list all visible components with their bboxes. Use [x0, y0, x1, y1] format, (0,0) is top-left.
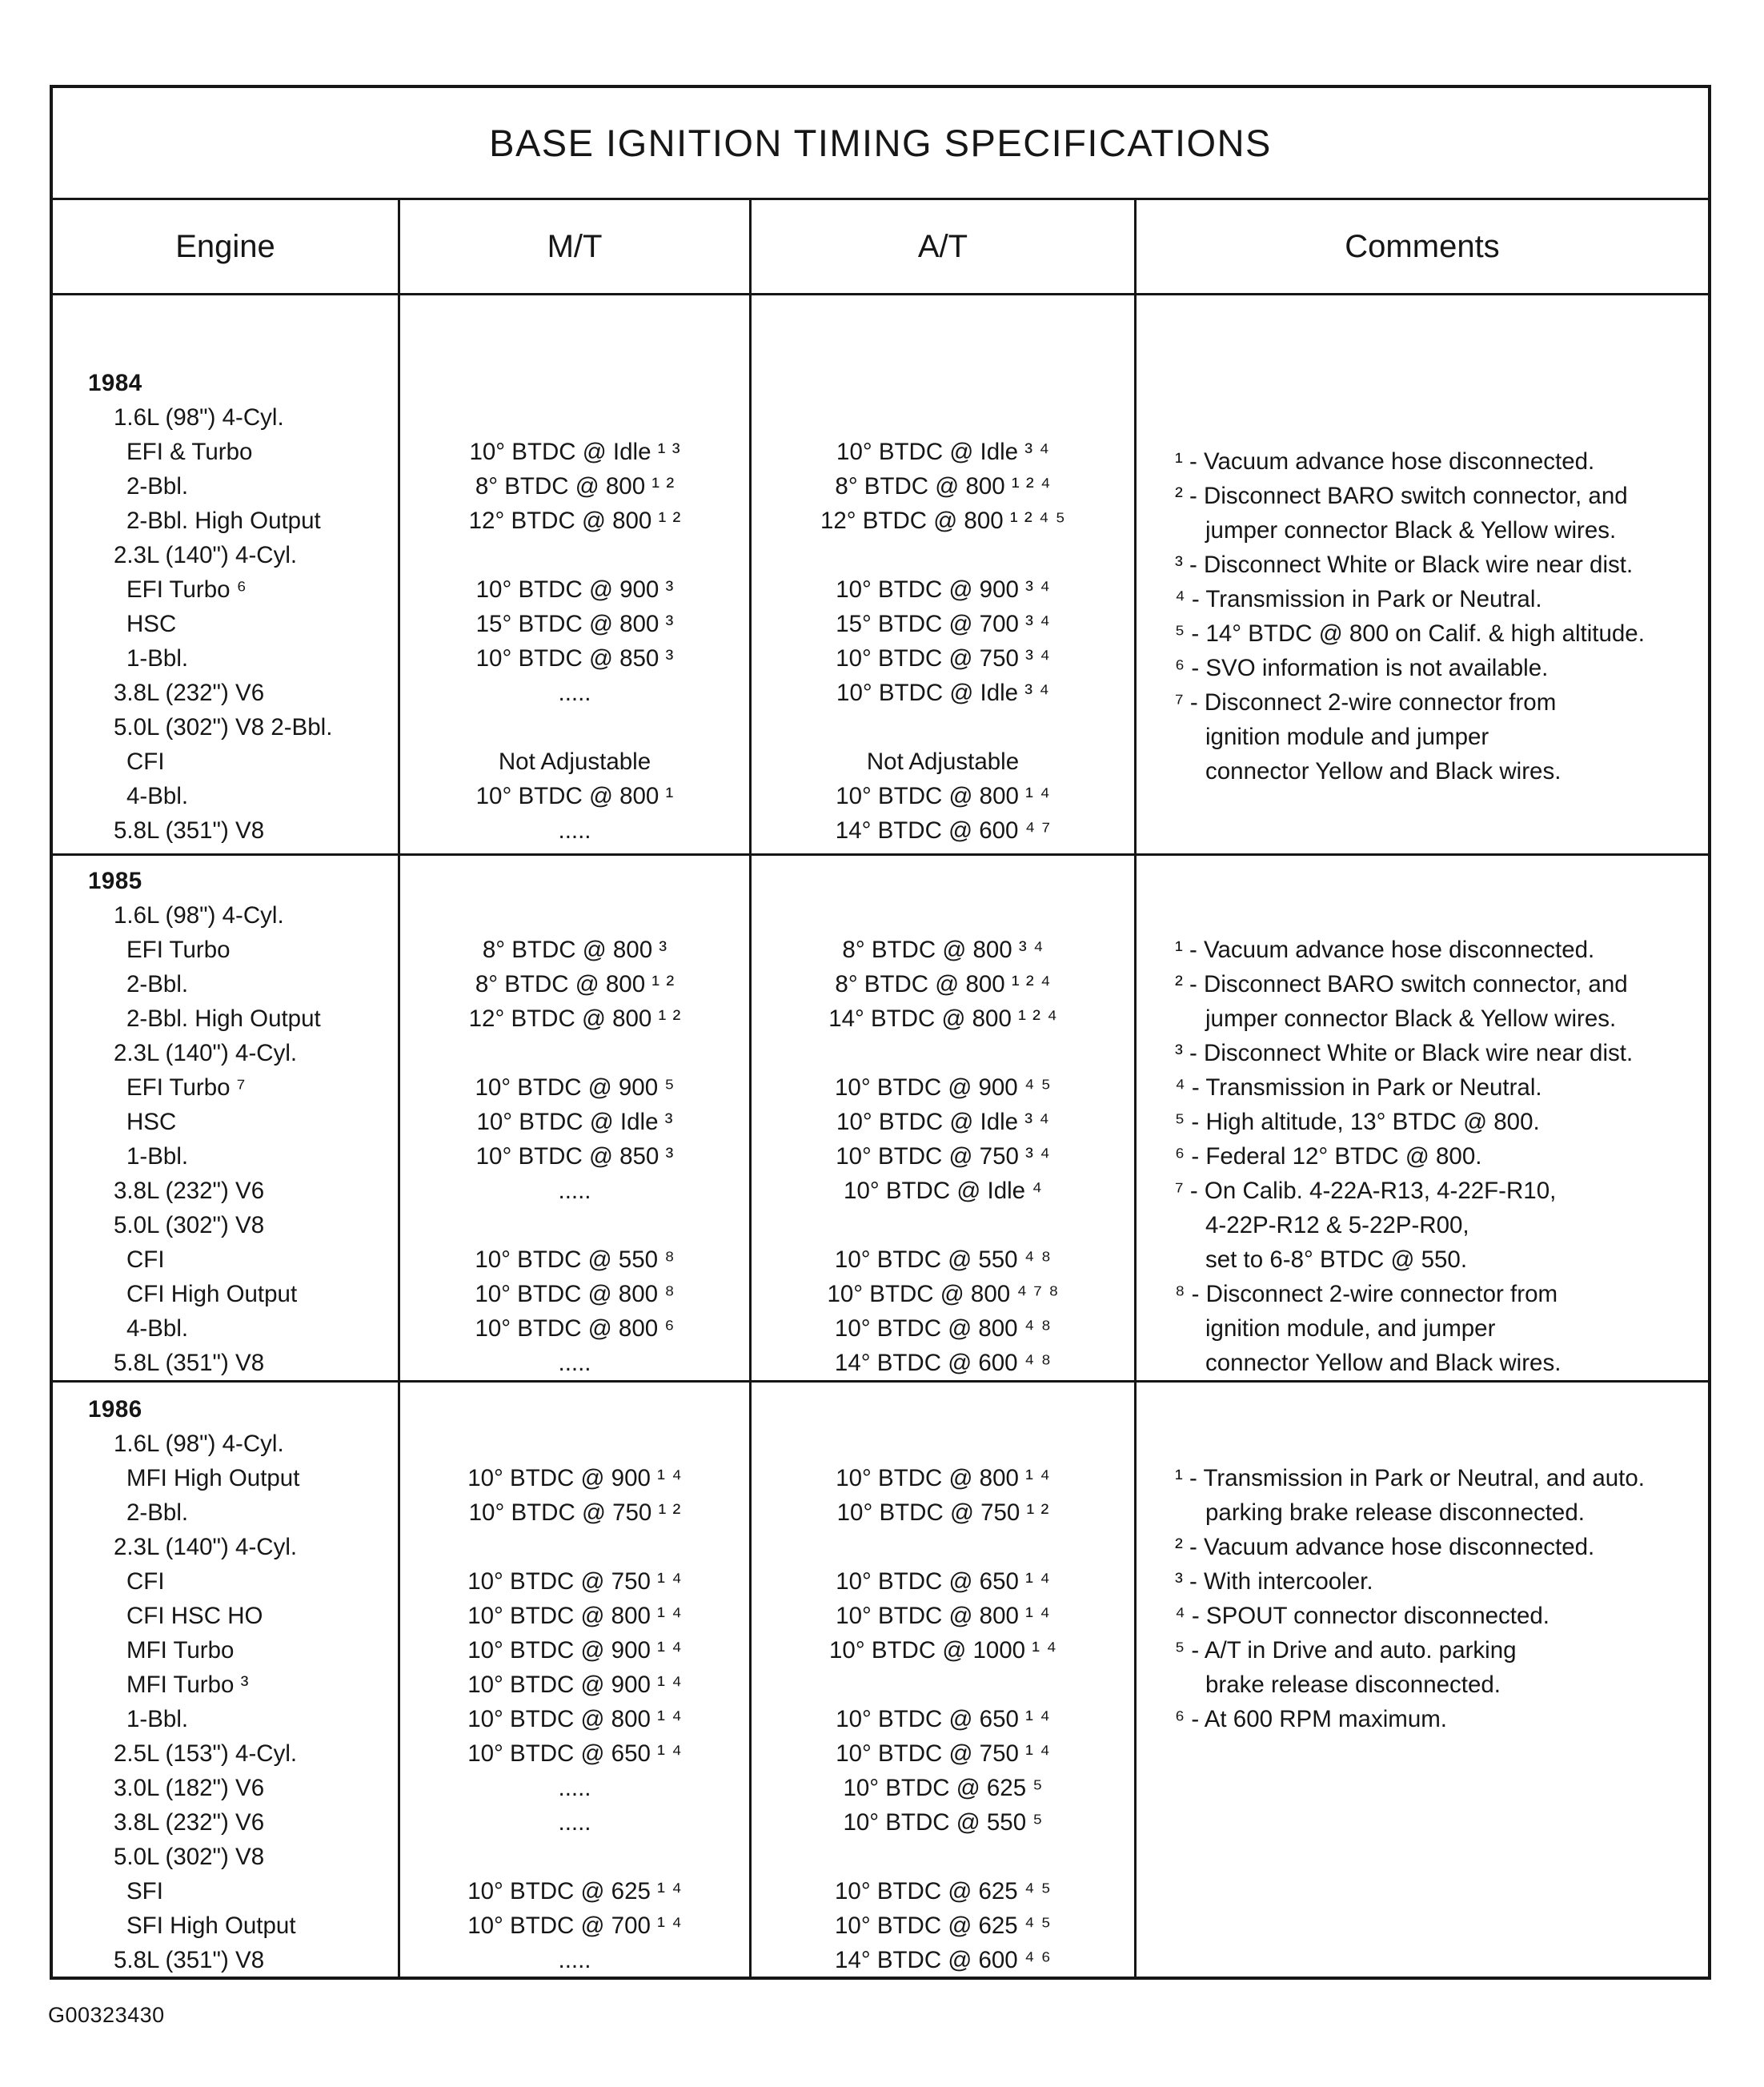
column-header-mt: M/T	[400, 200, 752, 293]
engine-cell: 2-Bbl. High Output	[126, 1005, 321, 1032]
engine-cell: 2.5L (153") 4-Cyl.	[114, 1740, 298, 1767]
at-cell: 10° BTDC @ Idle ⁴	[844, 1178, 1042, 1204]
at-column	[752, 856, 1137, 1380]
comment-line: ³ - Disconnect White or Black wire near dist.	[1175, 1040, 1634, 1066]
engine-cell: CFI	[126, 749, 165, 775]
mt-cell: 10° BTDC @ 550 ⁸	[475, 1246, 675, 1273]
mt-cell: 10° BTDC @ 800 ⁸	[475, 1281, 675, 1307]
at-cell	[752, 710, 1134, 744]
engine-cell: 3.8L (232") V6	[114, 1178, 265, 1204]
at-cell: 12° BTDC @ 800 ¹ ² ⁴ ⁵	[820, 508, 1065, 534]
mt-cell: 10° BTDC @ Idle ³	[476, 1109, 673, 1135]
mt-cell: .....	[558, 1775, 591, 1801]
engine-column	[53, 295, 400, 853]
engine-cell: SFI High Output	[126, 1912, 296, 1939]
at-cell: 10° BTDC @ Idle ³ ⁴	[836, 439, 1049, 465]
comment-line: connector Yellow and Black wires.	[1205, 1350, 1562, 1376]
mt-cell: .....	[558, 680, 591, 706]
at-cell	[752, 1668, 1134, 1702]
engine-cell: 2-Bbl.	[126, 473, 189, 500]
comment-line: ³ - With intercooler.	[1175, 1568, 1373, 1595]
year-label: 1986	[88, 1396, 142, 1423]
mt-cell: 12° BTDC @ 800 ¹ ²	[468, 1005, 681, 1032]
engine-cell: CFI	[126, 1246, 165, 1273]
section-1985	[53, 853, 1708, 1380]
at-cell	[752, 898, 1134, 933]
section-1986	[53, 1380, 1708, 1977]
comment-line: ¹ - Vacuum advance hose disconnected.	[1175, 448, 1595, 475]
mt-cell: 10° BTDC @ 850 ³	[475, 1143, 674, 1170]
comment-line: parking brake release disconnected.	[1205, 1499, 1585, 1526]
engine-cell: SFI	[126, 1878, 163, 1904]
at-cell: 10° BTDC @ 1000 ¹ ⁴	[829, 1637, 1056, 1664]
comment-line: ⁴ - SPOUT connector disconnected.	[1175, 1603, 1550, 1629]
at-cell: 14° BTDC @ 600 ⁴ ⁶	[835, 1947, 1051, 1973]
engine-cell: 1.6L (98") 4-Cyl.	[114, 404, 284, 431]
mt-cell	[400, 1840, 749, 1874]
at-cell	[752, 366, 1134, 400]
mt-cell: 10° BTDC @ 625 ¹ ⁴	[467, 1878, 682, 1904]
engine-cell: MFI Turbo ³	[126, 1672, 249, 1698]
mt-cell: 10° BTDC @ 800 ⁶	[475, 1315, 675, 1342]
engine-cell: 1.6L (98") 4-Cyl.	[114, 1431, 284, 1457]
at-cell	[752, 1036, 1134, 1070]
engine-cell: 2-Bbl. High Output	[126, 508, 321, 534]
at-cell: 10° BTDC @ 750 ¹ ²	[836, 1499, 1049, 1526]
mt-cell: 10° BTDC @ 850 ³	[475, 645, 674, 672]
engine-cell: CFI HSC HO	[126, 1603, 263, 1629]
at-cell: 14° BTDC @ 600 ⁴ ⁷	[835, 817, 1051, 844]
engine-cell: 4-Bbl.	[126, 783, 189, 809]
comment-line: ⁴ - Transmission in Park or Neutral.	[1175, 586, 1542, 612]
engine-cell: EFI Turbo	[126, 937, 231, 963]
comment-line: connector Yellow and Black wires.	[1205, 758, 1562, 785]
engine-cell: CFI High Output	[126, 1281, 298, 1307]
at-cell: 10° BTDC @ 800 ⁴ ⁸	[834, 1315, 1052, 1342]
engine-cell: 1-Bbl.	[126, 645, 189, 672]
comments-column	[1137, 295, 1708, 853]
mt-column	[400, 1383, 752, 1977]
at-cell: 8° BTDC @ 800 ¹ ² ⁴	[835, 473, 1051, 500]
engine-cell: 5.8L (351") V8	[114, 1350, 265, 1376]
comment-line: ² - Disconnect BARO switch connector, and	[1175, 483, 1628, 509]
engine-cell: 5.0L (302") V8	[114, 1844, 265, 1870]
mt-cell	[400, 1392, 749, 1427]
mt-cell: 10° BTDC @ 900 ⁵	[475, 1074, 675, 1101]
engine-cell: EFI & Turbo	[126, 439, 253, 465]
comment-line: jumper connector Black & Yellow wires.	[1205, 1005, 1617, 1032]
mt-cell: Not Adjustable	[498, 749, 651, 775]
engine-cell: HSC	[126, 611, 177, 637]
mt-cell: 10° BTDC @ Idle ¹ ³	[469, 439, 680, 465]
at-cell: 8° BTDC @ 800 ¹ ² ⁴	[835, 971, 1051, 997]
at-cell: 10° BTDC @ 625 ⁴ ⁵	[835, 1912, 1051, 1939]
mt-cell: .....	[558, 1178, 591, 1204]
mt-column	[400, 295, 752, 853]
comment-line: ignition module, and jumper	[1205, 1315, 1496, 1342]
at-column	[752, 1383, 1137, 1977]
engine-cell: 2.3L (140") 4-Cyl.	[114, 1534, 298, 1560]
mt-cell: 10° BTDC @ 900 ¹ ⁴	[467, 1465, 682, 1491]
at-cell: 14° BTDC @ 600 ⁴ ⁸	[834, 1350, 1052, 1376]
at-cell: 15° BTDC @ 700 ³ ⁴	[836, 611, 1050, 637]
mt-cell: .....	[558, 1350, 591, 1376]
mt-cell	[400, 1036, 749, 1070]
engine-cell: 2-Bbl.	[126, 1499, 189, 1526]
engine-cell: MFI Turbo	[126, 1637, 235, 1664]
comment-line: 4-22P-R12 & 5-22P-R00,	[1205, 1212, 1469, 1238]
mt-cell: 10° BTDC @ 750 ¹ ²	[468, 1499, 681, 1526]
comment-line: ⁵ - High altitude, 13° BTDC @ 800.	[1175, 1109, 1540, 1135]
comment-line: jumper connector Black & Yellow wires.	[1205, 517, 1617, 544]
mt-cell	[400, 400, 749, 435]
mt-cell	[400, 864, 749, 898]
at-column	[752, 295, 1137, 853]
comment-line: brake release disconnected.	[1205, 1672, 1501, 1698]
mt-cell	[400, 1427, 749, 1461]
engine-cell: 2-Bbl.	[126, 971, 189, 997]
engine-cell: EFI Turbo ⁶	[126, 576, 247, 603]
at-cell: 10° BTDC @ 650 ¹ ⁴	[836, 1706, 1050, 1732]
at-cell: 10° BTDC @ 800 ¹ ⁴	[836, 1465, 1050, 1491]
mt-cell	[400, 1530, 749, 1564]
engine-cell: 5.8L (351") V8	[114, 817, 265, 844]
engine-column	[53, 1383, 400, 1977]
at-cell	[752, 538, 1134, 572]
mt-cell: 10° BTDC @ 750 ¹ ⁴	[467, 1568, 682, 1595]
mt-cell: 12° BTDC @ 800 ¹ ²	[468, 508, 681, 534]
at-cell: 10° BTDC @ 800 ¹ ⁴	[836, 1603, 1050, 1629]
mt-cell	[400, 898, 749, 933]
at-cell	[752, 1530, 1134, 1564]
comments-column	[1137, 1383, 1708, 1977]
comment-line: ⁶ - SVO information is not available.	[1175, 655, 1549, 681]
mt-cell: 10° BTDC @ 900 ¹ ⁴	[467, 1672, 682, 1698]
at-cell	[752, 1840, 1134, 1874]
at-cell: 10° BTDC @ 625 ⁴ ⁵	[835, 1878, 1051, 1904]
mt-cell: 10° BTDC @ 800 ¹	[475, 783, 674, 809]
at-cell: 10° BTDC @ 800 ¹ ⁴	[836, 783, 1050, 809]
comment-line: ⁸ - Disconnect 2-wire connector from	[1175, 1281, 1558, 1307]
at-cell: 10° BTDC @ 625 ⁵	[843, 1775, 1043, 1801]
at-cell	[752, 1208, 1134, 1242]
mt-cell	[400, 1208, 749, 1242]
mt-column	[400, 856, 752, 1380]
comment-line: ¹ - Vacuum advance hose disconnected.	[1175, 937, 1595, 963]
mt-cell: 10° BTDC @ 900 ¹ ⁴	[467, 1637, 682, 1664]
at-cell: 10° BTDC @ 750 ³ ⁴	[836, 645, 1050, 672]
year-label: 1985	[88, 868, 142, 894]
mt-cell: 10° BTDC @ 800 ¹ ⁴	[467, 1706, 682, 1732]
comment-line: ⁶ - Federal 12° BTDC @ 800.	[1175, 1143, 1482, 1170]
engine-cell: 1-Bbl.	[126, 1143, 189, 1170]
engine-cell: 4-Bbl.	[126, 1315, 189, 1342]
at-cell: Not Adjustable	[866, 749, 1020, 775]
comment-line: ⁷ - Disconnect 2-wire connector from	[1175, 689, 1557, 716]
engine-cell: 5.0L (302") V8 2-Bbl.	[114, 714, 333, 740]
comment-line: ³ - Disconnect White or Black wire near dist.	[1175, 552, 1634, 578]
mt-cell: 10° BTDC @ 800 ¹ ⁴	[467, 1603, 682, 1629]
engine-cell: 5.0L (302") V8	[114, 1212, 265, 1238]
at-cell	[752, 864, 1134, 898]
mt-cell: 8° BTDC @ 800 ¹ ²	[475, 473, 675, 500]
mt-cell: 10° BTDC @ 900 ³	[475, 576, 674, 603]
mt-cell: 8° BTDC @ 800 ¹ ²	[475, 971, 675, 997]
mt-cell: 15° BTDC @ 800 ³	[475, 611, 674, 637]
mt-cell	[400, 538, 749, 572]
comment-line: ignition module and jumper	[1205, 724, 1489, 750]
engine-cell: 1-Bbl.	[126, 1706, 189, 1732]
at-cell: 10° BTDC @ 650 ¹ ⁴	[836, 1568, 1050, 1595]
at-cell: 10° BTDC @ Idle ³ ⁴	[836, 1109, 1049, 1135]
engine-cell: 1.6L (98") 4-Cyl.	[114, 902, 284, 929]
at-cell: 10° BTDC @ 900 ⁴ ⁵	[835, 1074, 1051, 1101]
engine-column	[53, 856, 400, 1380]
engine-cell: 5.8L (351") V8	[114, 1947, 265, 1973]
year-label: 1984	[88, 370, 142, 396]
mt-cell: .....	[558, 817, 591, 844]
engine-cell: HSC	[126, 1109, 177, 1135]
mt-cell: .....	[558, 1947, 591, 1973]
section-1984	[53, 295, 1708, 853]
column-header-comments: Comments	[1345, 228, 1500, 264]
table-header	[53, 200, 1708, 295]
at-cell: 10° BTDC @ Idle ³ ⁴	[836, 680, 1049, 706]
mt-cell: 10° BTDC @ 700 ¹ ⁴	[467, 1912, 682, 1939]
column-header-at: A/T	[752, 200, 1137, 293]
engine-cell: 3.0L (182") V6	[114, 1775, 265, 1801]
comment-line: ¹ - Transmission in Park or Neutral, and auto.	[1175, 1465, 1645, 1491]
at-cell: 10° BTDC @ 750 ³ ⁴	[836, 1143, 1050, 1170]
engine-cell: 2.3L (140") 4-Cyl.	[114, 1040, 298, 1066]
comment-line: ⁴ - Transmission in Park or Neutral.	[1175, 1074, 1542, 1101]
at-cell	[752, 400, 1134, 435]
column-header-engine: Engine	[53, 200, 400, 293]
engine-cell: 3.8L (232") V6	[114, 1809, 265, 1836]
comment-line: ⁵ - 14° BTDC @ 800 on Calif. & high altitude.	[1175, 620, 1645, 647]
comment-line: ⁷ - On Calib. 4-22A-R13, 4-22F-R10,	[1175, 1178, 1557, 1204]
comment-line: ⁶ - At 600 RPM maximum.	[1175, 1706, 1447, 1732]
at-cell: 10° BTDC @ 550 ⁴ ⁸	[834, 1246, 1052, 1273]
engine-cell: CFI	[126, 1568, 165, 1595]
engine-cell: EFI Turbo ⁷	[126, 1074, 246, 1101]
at-cell	[752, 1392, 1134, 1427]
mt-cell	[400, 366, 749, 400]
at-cell: 10° BTDC @ 800 ⁴ ⁷ ⁸	[827, 1281, 1059, 1307]
comment-line: set to 6-8° BTDC @ 550.	[1205, 1246, 1468, 1273]
page-title: BASE IGNITION TIMING SPECIFICATIONS	[53, 88, 1708, 200]
comment-line: ² - Vacuum advance hose disconnected.	[1175, 1534, 1595, 1560]
at-cell	[752, 1427, 1134, 1461]
table-body	[53, 295, 1708, 1977]
mt-cell	[400, 710, 749, 744]
mt-cell: .....	[558, 1809, 591, 1836]
engine-cell: 2.3L (140") 4-Cyl.	[114, 542, 298, 568]
spec-table	[50, 85, 1711, 1980]
at-cell: 10° BTDC @ 750 ¹ ⁴	[836, 1740, 1050, 1767]
mt-cell: 10° BTDC @ 650 ¹ ⁴	[467, 1740, 682, 1767]
at-cell: 14° BTDC @ 800 ¹ ² ⁴	[828, 1005, 1057, 1032]
comments-column	[1137, 856, 1708, 1380]
comment-line: ⁵ - A/T in Drive and auto. parking	[1175, 1637, 1517, 1664]
comment-line: ² - Disconnect BARO switch connector, and	[1175, 971, 1628, 997]
figure-id: G00323430	[48, 2003, 165, 2027]
at-cell: 8° BTDC @ 800 ³ ⁴	[842, 937, 1044, 963]
engine-cell: 3.8L (232") V6	[114, 680, 265, 706]
engine-cell: MFI High Output	[126, 1465, 300, 1491]
mt-cell: 8° BTDC @ 800 ³	[482, 937, 668, 963]
at-cell: 10° BTDC @ 900 ³ ⁴	[836, 576, 1050, 603]
at-cell: 10° BTDC @ 550 ⁵	[843, 1809, 1043, 1836]
